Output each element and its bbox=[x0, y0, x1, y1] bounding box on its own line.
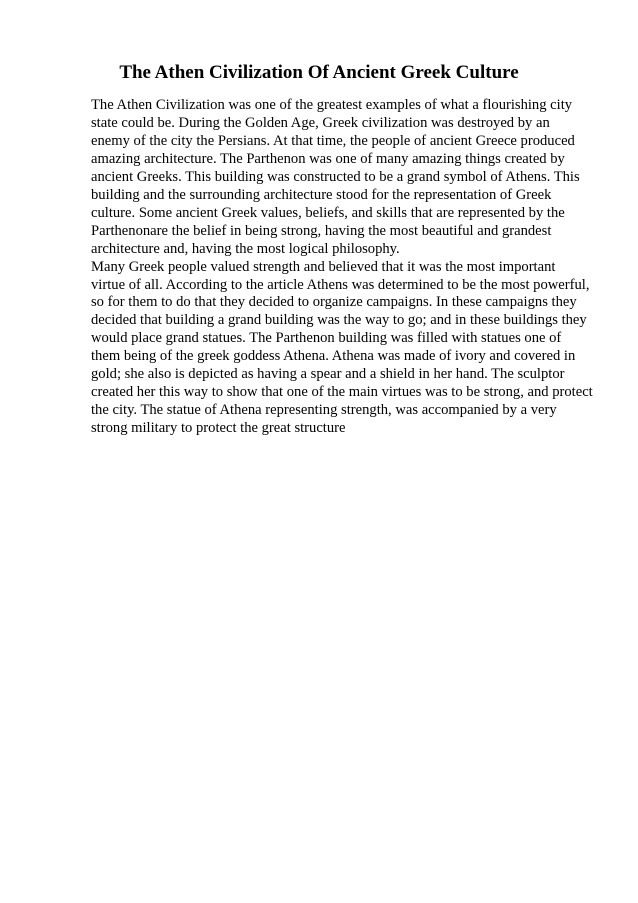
body-line: Parthenonare the belief in being strong, having the most beautiful and grandest bbox=[91, 222, 552, 239]
body-line: them being of the greek goddess Athena. Athena was made of ivory and covered in bbox=[91, 348, 576, 365]
body-line: ancient Greeks. This building was constructed to be a grand symbol of Athens. This bbox=[91, 168, 580, 185]
body-line: would place grand statues. The Parthenon building was filled with statues one of bbox=[91, 330, 562, 347]
body-line: architecture and, having the most logical philosophy. bbox=[91, 240, 400, 257]
body-line: building and the surrounding architecture stood for the representation of Greek bbox=[91, 186, 552, 203]
body-line: gold; she also is depicted as having a spear and a shield in her hand. The sculptor bbox=[91, 366, 565, 383]
body-line: culture. Some ancient Greek values, beliefs, and skills that are represented by the bbox=[91, 204, 565, 221]
document-body bbox=[91, 97, 591, 438]
body-line: enemy of the city the Persians. At that time, the people of ancient Greece produced bbox=[91, 132, 575, 149]
body-line: amazing architecture. The Parthenon was one of many amazing things created by bbox=[91, 150, 565, 167]
body-line: the city. The statue of Athena representing strength, was accompanied by a very bbox=[91, 402, 557, 419]
body-line: strong military to protect the great structure bbox=[91, 420, 346, 437]
body-line: The Athen Civilization was one of the greatest examples of what a flourishing city bbox=[91, 97, 573, 113]
body-line: decided that building a grand building was the way to go; and in these buildings they bbox=[91, 312, 587, 329]
document-title: The Athen Civilization Of Ancient Greek Culture bbox=[119, 62, 519, 83]
body-line: so for them to do that they decided to organize campaigns. In these campaigns they bbox=[91, 294, 577, 311]
body-line: state could be. During the Golden Age, Greek civilization was destroyed by an bbox=[91, 114, 550, 131]
body-line: Many Greek people valued strength and believed that it was the most important bbox=[91, 258, 556, 275]
body-line: virtue of all. According to the article Athens was determined to be the most powerful, bbox=[91, 276, 590, 293]
body-line: created her this way to show that one of the main virtues was to be strong, and protect bbox=[91, 384, 593, 401]
